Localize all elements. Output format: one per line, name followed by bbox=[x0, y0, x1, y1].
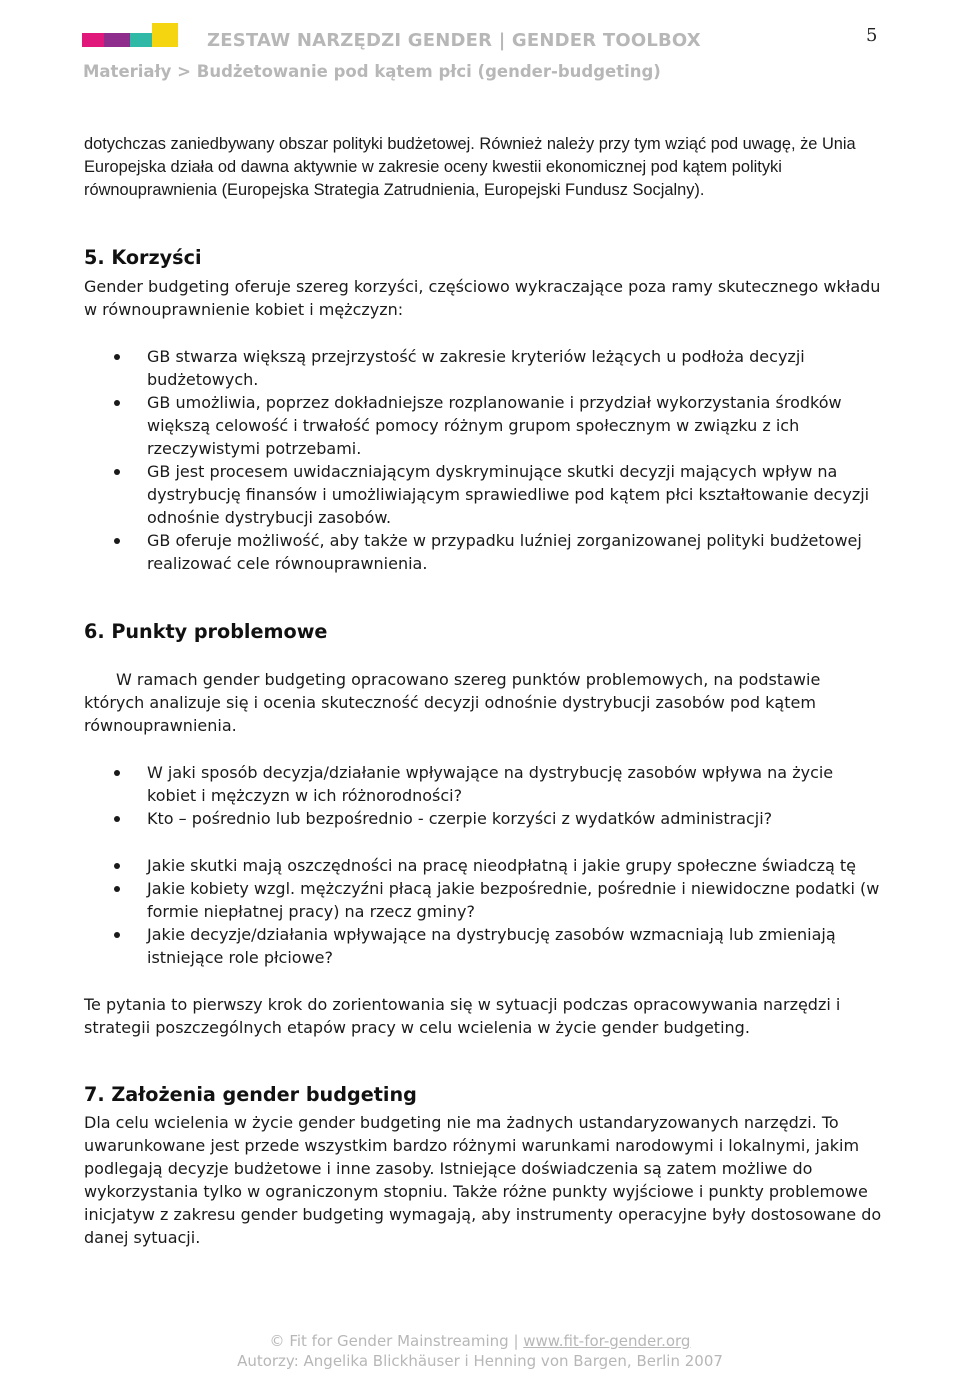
document-body bbox=[84, 133, 884, 1249]
section-6-list-b bbox=[84, 854, 884, 969]
section-6-heading: 6. Punkty problemowe bbox=[84, 620, 328, 643]
list-item: GB jest procesem uwidaczniającym dyskryminujące skutki decyzji mających wpływ na dystrybucję finansów i umożliwiającym sprawiedliwe pod kątem płci kształtowanie decyzji odnośnie dystrybucji zasobów. bbox=[84, 460, 884, 529]
footer-authors: Autorzy: Angelika Blickhäuser i Henning von Bargen, Berlin 2007 bbox=[237, 1352, 723, 1370]
list-item: Jakie decyzje/działania wpływające na dystrybucję zasobów wzmacniają lub zmieniają istniejące role płciowe? bbox=[84, 923, 884, 969]
list-item: GB oferuje możliwość, aby także w przypadku luźniej zorganizowanej polityki budżetowej realizować cele równouprawnienia. bbox=[84, 529, 884, 575]
header-breadcrumb: Materiały > Budżetowanie pod kątem płci (gender-budgeting) bbox=[83, 62, 661, 81]
list-item: W jaki sposób decyzja/działanie wpływające na dystrybucję zasobów wpływa na życie kobiet i mężczyzn w ich różnorodności? bbox=[84, 761, 884, 807]
list-item: GB stwarza większą przejrzystość w zakresie kryteriów leżących u podłoża decyzji budżetowych. bbox=[84, 345, 884, 391]
section-6-paragraph: W ramach gender budgeting opracowano szereg punktów problemowych, na podstawie których analizuje się i ocenia skuteczność decyzji odnośnie dystrybucji zasobów pod kątem równouprawnienia. bbox=[84, 670, 821, 735]
footer-copyright-text: © Fit for Gender Mainstreaming | bbox=[269, 1332, 524, 1350]
header-title: ZESTAW NARZĘDZI GENDER | GENDER TOOLBOX bbox=[207, 30, 701, 51]
intro-paragraph: dotychczas zaniedbywany obszar polityki budżetowej. Również należy przy tym wziąć pod uwagę, że Unia Europejska działa od dawna aktywnie w zakresie oceny kwestii ekonomicznej pod kątem polityki równouprawnienia (Europejska Strategia Zatrudnienia, Europejski Fundusz Socjalny). bbox=[84, 135, 856, 199]
logo-block-magenta bbox=[82, 33, 104, 47]
footer-website-link[interactable]: www.fit-for-gender.org bbox=[523, 1332, 691, 1350]
logo-block-purple bbox=[104, 33, 130, 47]
toolbox-logo bbox=[82, 23, 178, 47]
logo-block-yellow bbox=[152, 23, 178, 47]
section-6-list-a bbox=[84, 761, 884, 830]
list-item: Kto – pośrednio lub bezpośrednio - czerpie korzyści z wydatków administracji? bbox=[84, 807, 884, 830]
list-item: Jakie skutki mają oszczędności na pracę nieodpłatną i jakie grupy społeczne świadczą tę bbox=[84, 854, 884, 877]
logo-block-teal bbox=[130, 33, 152, 47]
list-item: Jakie kobiety wzgl. mężczyźni płacą jakie bezpośrednie, pośrednie i niewidoczne podatki (w formie niepłatnej pracy) na rzecz gminy? bbox=[84, 877, 884, 923]
section-5-list bbox=[84, 345, 884, 575]
section-5-paragraph: Gender budgeting oferuje szereg korzyści, częściowo wykraczające poza ramy skutecznego wkładu w równouprawnienie kobiet i mężczyzn: bbox=[84, 277, 881, 319]
page-number: 5 bbox=[866, 25, 878, 46]
section-7-paragraph: Dla celu wcielenia w życie gender budgeting nie ma żadnych ustandaryzowanych narzędzi. To uwarunkowane jest przede wszystkim bardzo różnymi warunkami narodowymi i lokalnymi, jakim podlegają decyzje budżetowe i inne zasoby. Istniejące doświadczenia są zatem możliwe do wykorzystania tylko w ograniczonym stopniu. Także różne punkty wyjściowe i punkty problemowe inicjatyw z zakresu gender budgeting wymagają, aby instrumenty operacyjne były dostosowane do danej sytuacji. bbox=[84, 1113, 882, 1247]
section-5-heading: 5. Korzyści bbox=[84, 246, 202, 269]
footer-copyright bbox=[0, 1330, 960, 1352]
section-7-heading: 7. Założenia gender budgeting bbox=[84, 1083, 417, 1106]
list-item: GB umożliwia, poprzez dokładniejsze rozplanowanie i przydział wykorzystania środków większą celowość i trwałość pomocy różnym grupom społecznym w związku z ich rzeczywistymi potrzebami. bbox=[84, 391, 884, 460]
section-6-closing: Te pytania to pierwszy krok do zorientowania się w sytuacji podczas opracowywania narzędzi i strategii poszczególnych etapów pracy w celu wcielenia w życie gender budgeting. bbox=[84, 995, 841, 1037]
